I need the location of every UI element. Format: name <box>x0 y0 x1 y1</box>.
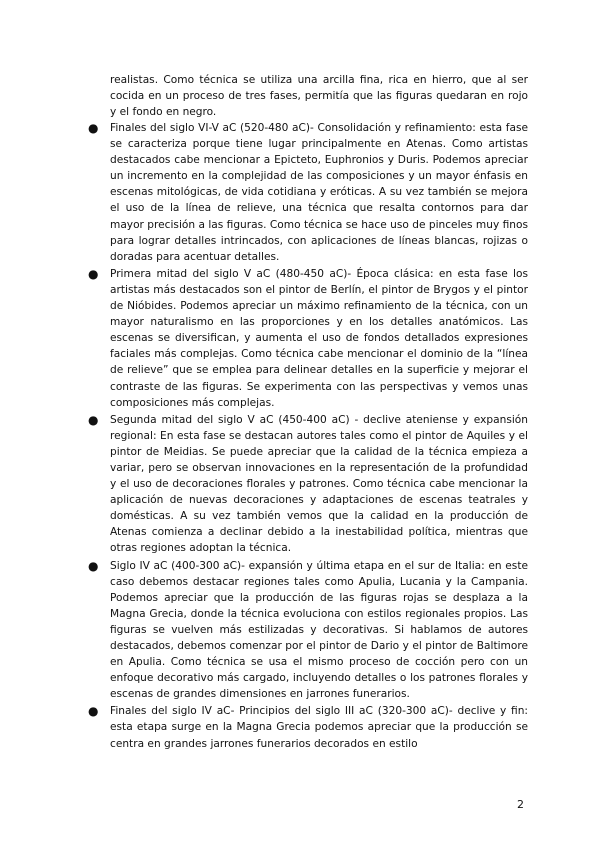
bullet-icon: ● <box>88 558 99 573</box>
bullet-icon: ● <box>88 121 99 135</box>
bullet-icon: ● <box>88 266 99 281</box>
list-item-text: Segunda mitad del siglo V aC (450-400 aC) - declive ateniense y expansión regional: En esta fase se destacan autores tales como el pintor de Aquiles y el pintor de Meidias. Se puede apreciar que la calidad de la técnica empieza a variar, pero se observan innovaciones en la representación de la profundidad y el uso de decoraciones florales y patrones. Como técnica cabe mencionar la aplicación de nuevas decoraciones y adaptaciones de escenas teatrales y domésticas. A su vez también vemos que la calidad en la producción de Atenas comienza a declinar debido a la inestabilidad política, mientras que otras regiones adoptan la técnica. <box>110 413 528 555</box>
list-item <box>88 703 528 751</box>
list-item-text: Finales del siglo VI-V aC (520-480 aC)- Consolidación y refinamiento: esta fase se caracteriza porque tiene lugar principalmente en Atenas. Como artistas destacados cabe mencionar a Epicteto, Euphronios y Duris. Podemos apreciar un incremento en la complejidad de las composiciones y un mayor énfasis en escenas mitológicas, de vida cotidiana y eróticas. A su vez también se mejora el uso de la línea de relieve, una técnica que resalta contornos para dar mayor precisión a las figuras. Como técnica se hace uso de pinceles muy finos para lograr detalles intrincados, con aplicaciones de líneas blancas, rojizas o doradas para acentuar detalles. <box>110 122 528 263</box>
bullet-icon: ● <box>88 412 99 427</box>
list-item <box>88 412 528 557</box>
list-item <box>88 266 528 411</box>
list-item-text: Primera mitad del siglo V aC (480-450 aC)- Época clásica: en esta fase los artistas más destacados son el pintor de Berlín, el pintor de Brygos y el pintor de Nióbides. Podemos apreciar un máximo refinamiento de la técnica, con un mayor naturalismo en las proporciones y en los detalles anatómicos. Las escenas se diversifican, y aumenta el uso de fondos detallados expresiones faciales más complejas. Como técnica cabe mencionar el dominio de la “línea de relieve” que se emplea para delinear detalles en la superficie y mejorar el contraste de las figuras. Se experimenta con las perspectivas y vemos unas composiciones más complejas. <box>110 267 528 409</box>
list-item-text: Finales del siglo IV aC- Principios del siglo III aC (320-300 aC)- declive y fin: esta etapa surge en la Magna Grecia podemos apreciar que la producción se centra en grandes jarrones funerarios decorados en estilo <box>110 705 528 750</box>
list-item <box>88 558 528 703</box>
list-item-text: Siglo IV aC (400-300 aC)- expansión y última etapa en el sur de Italia: en este caso debemos destacar regiones tales como Apulia, Lucania y la Campania. Podemos apreciar que la producción de las figuras rojas se desplaza a la Magna Grecia, donde la técnica evoluciona con estilos regionales propios. Las figuras se vuelven más estilizadas y decorativas. Si hablamos de autores destacados, debemos comenzar por el pintor de Dario y el pintor de Baltimore en Apulia. Como técnica se usa el mismo proceso de cocción pero con un enfoque decorativo más cargado, incluyendo detalles o los patrones florales y escenas de grandes dimensiones en jarrones funerarios. <box>110 559 528 701</box>
page-number: 2 <box>517 798 524 811</box>
list-item <box>88 120 528 265</box>
continuation-paragraph: realistas. Como técnica se utiliza una arcilla fina, rica en hierro, que al ser cocida en un proceso de tres fases, permitía que las figuras quedaran en rojo y el fondo en negro. <box>110 74 528 119</box>
period-list <box>0 120 600 753</box>
bullet-icon: ● <box>88 704 99 719</box>
